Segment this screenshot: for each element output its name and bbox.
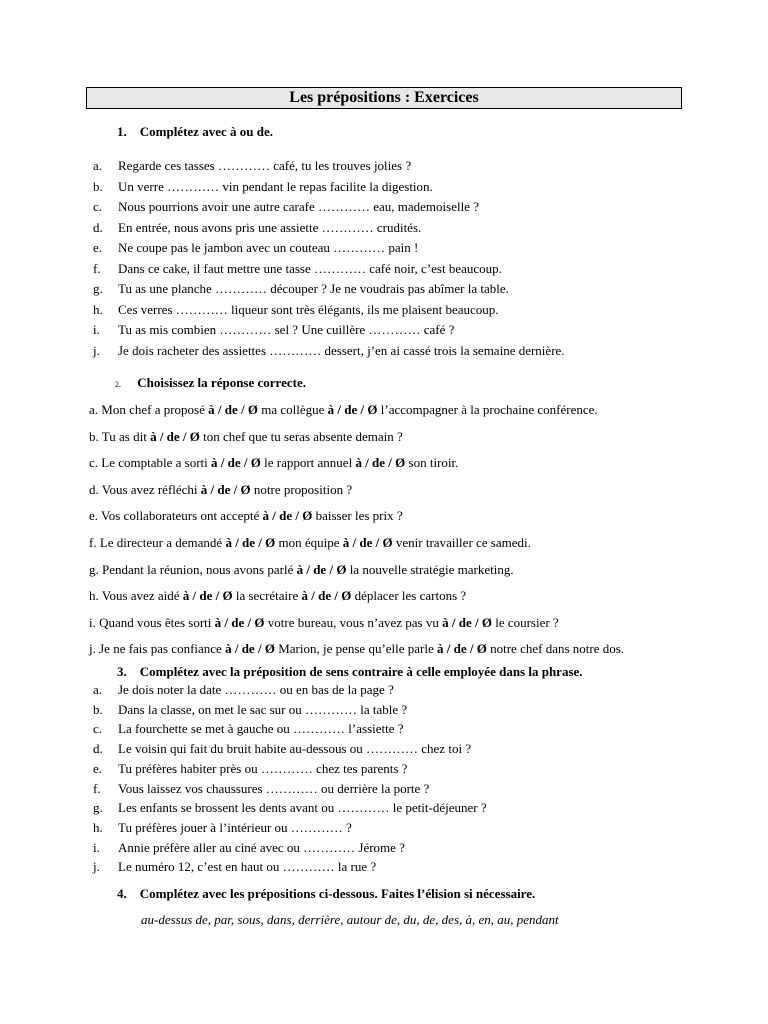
- item-text: g. Pendant la réunion, nous avons parlé: [89, 561, 297, 577]
- section-1-heading: [117, 124, 273, 140]
- item-text: notre proposition ?: [250, 481, 353, 497]
- item-letter: h.: [93, 819, 103, 835]
- section-4-number: 4.: [117, 886, 127, 901]
- section-2-title: Choisissez la réponse correcte.: [137, 375, 306, 390]
- item-text: La fourchette se met à gauche ou ………… l’assiette ?: [118, 721, 404, 737]
- choice-options: à / de / Ø: [150, 428, 200, 444]
- item-text: son tiroir.: [405, 455, 459, 471]
- item-text: l’accompagner à la prochaine conférence.: [377, 402, 598, 417]
- item-text: Le voisin qui fait du bruit habite au-dessous ou ………… chez toi ?: [118, 741, 472, 757]
- item-text: le rapport annuel: [260, 455, 356, 471]
- section-1-title: Complétez avec à ou de.: [139, 124, 273, 139]
- item-text: Dans ce cake, il faut mettre une tasse ………… café noir, c’est beaucoup.: [118, 260, 502, 276]
- item-letter: b.: [93, 178, 103, 194]
- item-letter: j.: [93, 342, 100, 358]
- choice-options: à / de / Ø: [296, 561, 347, 577]
- section-2-number: 2.: [115, 380, 121, 389]
- item-text: Dans la classe, on met le sac sur ou ………… la table ?: [118, 701, 408, 717]
- item-text: Tu préfères habiter près ou ………… chez tes parents ?: [118, 760, 408, 776]
- choice-options: à / de / Ø: [262, 508, 313, 524]
- item-text: venir travailler ce samedi.: [392, 535, 531, 550]
- item-text: e. Vos collaborateurs ont accepté: [89, 508, 263, 524]
- choice-options: à / de / Ø: [225, 641, 275, 657]
- item-text: Ces verres ………… liqueur sont très élégants, ils me plaisent beaucoup.: [118, 301, 499, 317]
- item-text: Regarde ces tasses ………… café, tu les trouves jolies ?: [118, 158, 412, 173]
- choice-options: à / de / Ø: [225, 535, 276, 550]
- item-letter: e.: [93, 240, 103, 255]
- item-letter: f.: [93, 780, 101, 796]
- choice-options: à / de / Ø: [208, 402, 258, 417]
- item-text: b. Tu as dit: [89, 428, 151, 444]
- item-letter: a.: [93, 158, 103, 173]
- item-text: Ne coupe pas le jambon avec un couteau ………… pain !: [118, 240, 419, 255]
- item-text: c. Le comptable a sorti: [89, 455, 212, 471]
- item-letter: e.: [93, 760, 103, 776]
- choice-options: à / de / Ø: [355, 455, 406, 471]
- item-letter: d.: [93, 741, 103, 757]
- item-letter: j.: [93, 859, 100, 875]
- item-text: Marion, je pense qu’elle parle: [274, 641, 438, 657]
- choice-options: à / de / Ø: [182, 588, 233, 604]
- choice-item: [89, 641, 624, 657]
- item-text: i. Quand vous êtes sorti: [89, 614, 215, 630]
- item-letter: c.: [93, 199, 103, 214]
- choice-item: [89, 402, 598, 418]
- item-letter: i.: [93, 839, 100, 855]
- item-text: Les enfants se brossent les dents avant ou ………… le petit-déjeuner ?: [118, 800, 487, 816]
- choice-item: [89, 562, 514, 578]
- choice-options: à / de / Ø: [437, 641, 487, 657]
- choice-options: à / de / Ø: [301, 588, 352, 604]
- item-text: Nous pourrions avoir une autre carafe ………… eau, mademoiselle ?: [118, 199, 479, 214]
- item-letter: c.: [93, 721, 103, 737]
- item-text: Tu as mis combien ………… sel ? Une cuillère ………… café ?: [118, 322, 455, 337]
- item-text: le coursier ?: [491, 614, 559, 630]
- item-letter: d.: [93, 219, 103, 235]
- choice-options: à / de / Ø: [200, 481, 251, 497]
- item-letter: f.: [93, 260, 101, 276]
- section-3-heading: [117, 664, 583, 680]
- choice-options: à / de / Ø: [214, 614, 265, 630]
- item-text: Un verre ………… vin pendant le repas facilite la digestion.: [118, 178, 433, 194]
- choice-item: [89, 455, 458, 471]
- item-text: Je dois racheter des assiettes ………… dessert, j’en ai cassé trois la semaine dernière.: [118, 342, 565, 358]
- preposition-word-list: au-dessus de, par, sous, dans, derrière, autour de, du, de, des, à, en, au, pendant: [141, 912, 559, 927]
- item-text: Annie préfère aller au ciné avec ou ………… Jérome ?: [118, 839, 405, 855]
- choice-item: [89, 588, 466, 604]
- choice-options: à / de / Ø: [327, 402, 378, 417]
- item-letter: i.: [93, 322, 100, 337]
- section-4-heading: [117, 886, 535, 902]
- item-letter: b.: [93, 701, 103, 717]
- choice-options: à / de / Ø: [342, 535, 393, 550]
- item-text: ma collègue: [257, 402, 328, 417]
- item-letter: h.: [93, 301, 103, 317]
- choice-options: à / de / Ø: [211, 455, 261, 471]
- item-letter: g.: [93, 800, 103, 816]
- item-text: f. Le directeur a demandé: [89, 535, 226, 550]
- section-3-number: 3.: [117, 664, 127, 679]
- choice-item: [89, 429, 403, 445]
- item-text: ton chef que tu seras absente demain ?: [199, 428, 403, 444]
- item-text: h. Vous avez aidé: [89, 588, 183, 604]
- section-1-number: 1.: [117, 124, 127, 139]
- section-2-heading: [115, 375, 306, 391]
- item-text: notre chef dans notre dos.: [486, 641, 625, 657]
- item-text: Le numéro 12, c’est en haut ou ………… la rue ?: [118, 859, 377, 875]
- item-text: Tu as une planche ………… découper ? Je ne voudrais pas abîmer la table.: [118, 281, 509, 296]
- item-letter: g.: [93, 281, 103, 296]
- choice-item: [89, 508, 403, 524]
- item-text: a. Mon chef a proposé: [89, 402, 209, 417]
- section-4-title: Complétez avec les prépositions ci-dessous. Faites l’élision si nécessaire.: [139, 886, 536, 901]
- item-text: la secrétaire: [232, 588, 302, 604]
- item-text: mon équipe: [275, 535, 343, 550]
- item-text: baisser les prix ?: [312, 508, 403, 524]
- choice-options: à / de / Ø: [442, 614, 492, 630]
- item-text: votre bureau, vous n’avez pas vu: [264, 614, 443, 630]
- choice-item: [89, 535, 531, 551]
- item-text: j. Je ne fais pas confiance: [89, 641, 226, 657]
- section-3-title: Complétez avec la préposition de sens contraire à celle employée dans la phrase.: [139, 664, 583, 679]
- item-text: la nouvelle stratégie marketing.: [346, 561, 514, 577]
- item-text: Je dois noter la date ………… ou en bas de la page ?: [118, 682, 394, 697]
- item-text: En entrée, nous avons pris une assiette ………… crudités.: [118, 219, 422, 235]
- item-text: Tu préfères jouer à l’intérieur ou ………… ?: [118, 819, 352, 835]
- item-letter: a.: [93, 682, 103, 697]
- choice-item: [89, 615, 559, 631]
- item-text: d. Vous avez réfléchi: [89, 481, 201, 497]
- choice-item: [89, 482, 352, 498]
- item-text: déplacer les cartons ?: [351, 588, 467, 604]
- page-title: Les prépositions : Exercices: [86, 87, 682, 109]
- item-text: Vous laissez vos chaussures ………… ou derrière la porte ?: [118, 780, 430, 796]
